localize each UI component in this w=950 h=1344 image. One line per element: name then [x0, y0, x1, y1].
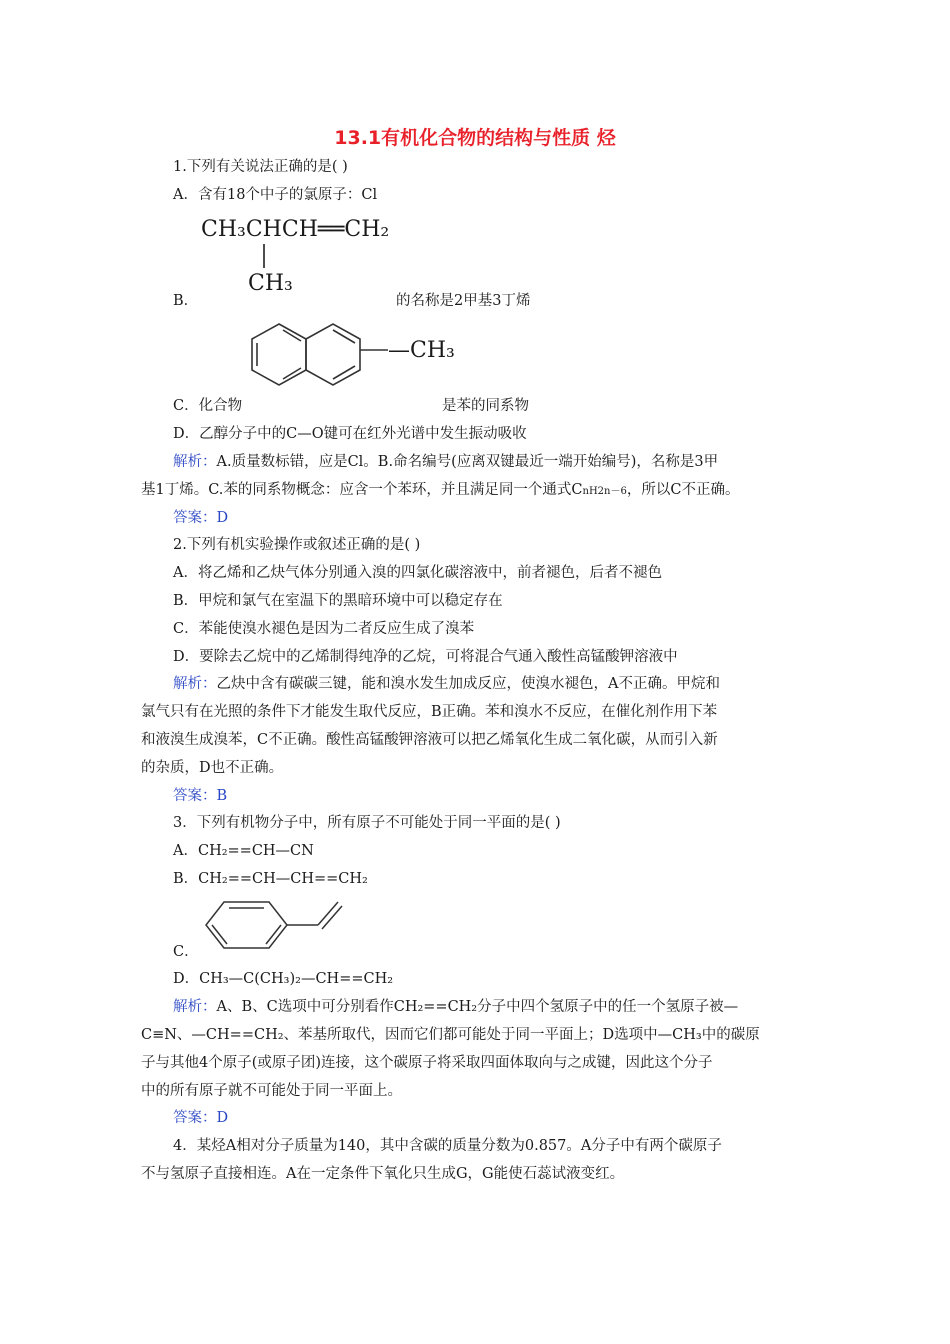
analysis-tag: 解析：: [173, 676, 217, 692]
q2-option-b: B．甲烷和氯气在室温下的黑暗环境中可以稳定存在: [173, 593, 503, 609]
q4-line-2: 不与氢原子直接相连。A在一定条件下氧化只生成G，G能使石蕊试液变红。: [141, 1166, 625, 1182]
q2-analysis-line-4: 的杂质，D也不正确。: [141, 760, 284, 776]
q1-b-formula-branch: CH₃: [248, 271, 293, 296]
q3-analysis-line-1: 解析：A、B、C选项中可分别看作CH₂==CH₂分子中四个氢原子中的任一个氢原子被—: [173, 999, 739, 1015]
q3-option-b: B．CH₂==CH—CH==CH₂: [173, 871, 368, 887]
q2-option-c: C．苯能使溴水褪色是因为二者反应生成了溴苯: [173, 621, 475, 637]
q3-analysis-line-2: C≡N、—CH==CH₂、苯基所取代，因而它们都可能处于同一平面上；D选项中—CH₃中的碳原: [141, 1027, 760, 1043]
q2-analysis-line-2: 氯气只有在光照的条件下才能发生取代反应，B正确。苯和溴水不反应，在催化剂作用下苯: [141, 704, 718, 720]
q1-stem: 1.下列有关说法正确的是( ): [173, 159, 348, 175]
q3-answer: 答案：D: [173, 1110, 229, 1126]
q3-analysis-line-3: 子与其他4个原子(或原子团)连接，这个碳原子将采取四面体取向与之成键，因此这个分子: [141, 1055, 713, 1071]
q1-analysis-line-2: 基1丁烯。C.苯的同系物概念：应含一个苯环，并且满足同一个通式CnH2n－6，所以C不正确。: [141, 482, 740, 498]
q2-analysis-line-3: 和液溴生成溴苯，C不正确。酸性高锰酸钾溶液可以把乙烯氧化生成二氧化碳，从而引入新: [141, 732, 718, 748]
q2-option-a: A．将乙烯和乙炔气体分别通入溴的四氯化碳溶液中，前者褪色，后者不褪色: [173, 565, 662, 581]
page-title: 13.1有机化合物的结构与性质 烃: [334, 127, 616, 149]
q3-stem: 3．下列有机物分子中，所有原子不可能处于同一平面的是( ): [173, 815, 561, 831]
q1-option-a: A．含有18个中子的氯原子：Cl: [173, 187, 378, 203]
q1-option-c-text: 是苯的同系物: [442, 398, 529, 414]
q3-option-a: A．CH₂==CH—CN: [173, 843, 314, 859]
q1-analysis-line-1: 解析：A.质量数标错，应是Cl。B.命名编号(应离双键最近一端开始编号)，名称是3甲: [173, 454, 719, 470]
analysis-tag: 解析：: [173, 999, 217, 1015]
q1-b-formula-main: CH₃CHCH══CH₂: [201, 217, 390, 242]
q1-option-b-label: B．: [173, 293, 199, 309]
q3-analysis-line-4: 中的所有原子就不可能处于同一平面上。: [141, 1083, 402, 1099]
q4-line-1: 4．某烃A相对分子质量为140，其中含碳的质量分数为0.857。A分子中有两个碳原子: [173, 1138, 722, 1154]
q1-option-d: D．乙醇分子中的C—O键可在红外光谱中发生振动吸收: [173, 426, 527, 442]
q2-stem: 2.下列有机实验操作或叙述正确的是( ): [173, 537, 421, 553]
q3-option-d: D．CH₃—C(CH₃)₂—CH==CH₂: [173, 971, 394, 987]
q1-option-b-text: 的名称是2甲基3丁烯: [396, 293, 531, 309]
q1-answer: 答案：D: [173, 510, 229, 526]
q2-analysis-line-1: 解析：乙炔中含有碳碳三键，能和溴水发生加成反应，使溴水褪色，A不正确。甲烷和: [173, 676, 720, 692]
q3-option-c: C．: [173, 944, 199, 960]
q1-c-formula-methyl: —CH₃: [388, 338, 455, 363]
q2-answer: 答案：B: [173, 788, 228, 804]
q1-option-c-label: C．化合物: [173, 398, 243, 414]
analysis-tag: 解析：: [173, 454, 217, 470]
q2-option-d: D．要除去乙烷中的乙烯制得纯净的乙烷，可将混合气通入酸性高锰酸钾溶液中: [173, 649, 678, 665]
